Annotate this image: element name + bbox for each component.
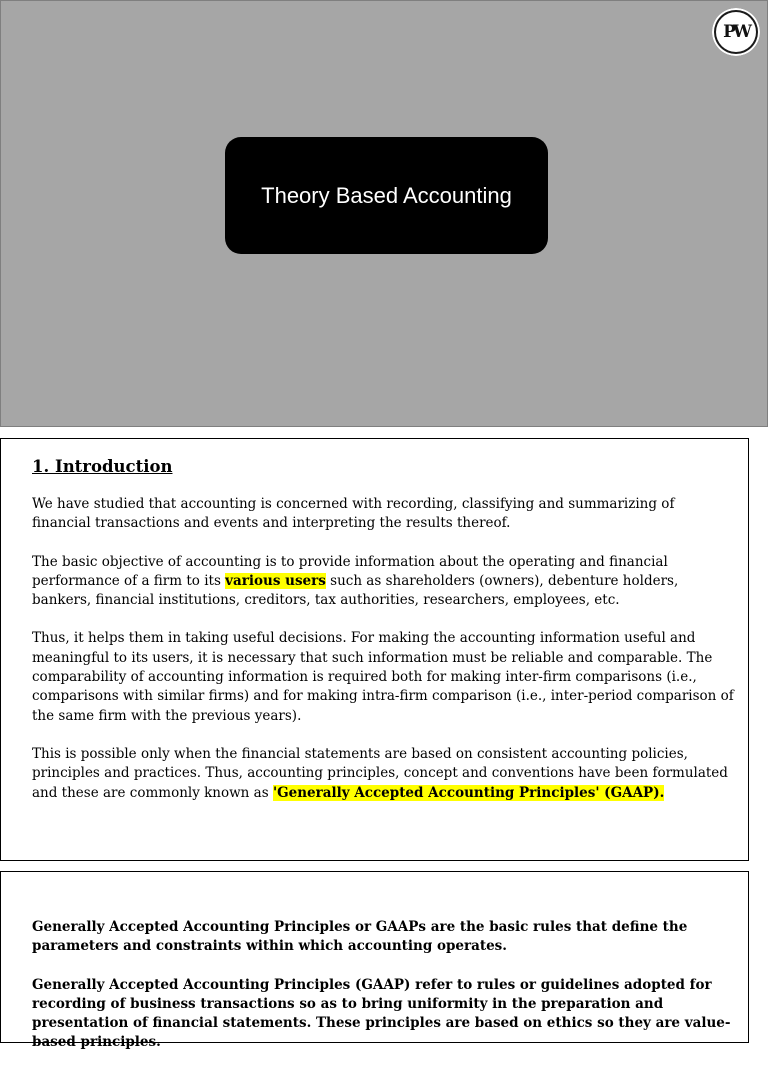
paragraph [32, 745, 736, 803]
slide-title: Theory Based Accounting [261, 182, 512, 208]
logo-text: PW [716, 12, 756, 52]
paragraph: We have studied that accounting is concerned with recording, classifying and summarizing of financial transactions and events and interpreting the results thereof. [32, 496, 675, 532]
gaap-body [32, 918, 736, 1072]
highlighted-term: 'Generally Accepted Accounting Principles' (GAAP). [272, 784, 665, 801]
paragraph: Thus, it helps them in taking useful decisions. For making the accounting information useful and meaningful to its users, it is necessary that such information must be reliable and comparable. The comparability of accounting information is required both for making inter-firm comparisons (i.e., comparisons with similar firms) and for making intra-firm comparison (i.e., inter-period comparison of the same firm with the previous years). [32, 630, 734, 724]
paragraph: Generally Accepted Accounting Principles (GAAP) refer to rules or guidelines adopted for recording of business transactions so as to bring uniformity in the preparation and presentation of financial statements. These principles are based on ethics so they are value-based principles. [32, 976, 731, 1051]
section-heading: 1. Introduction [32, 457, 173, 476]
title-box [225, 137, 548, 254]
gaap-slide [0, 871, 749, 1051]
paragraph-text: such as shareholders (owners), debenture holders, bankers, financial institutions, creditors, tax authorities, researchers, employees, etc. [32, 572, 679, 609]
pw-logo-icon [712, 8, 760, 56]
highlighted-term: various users [225, 572, 326, 589]
paragraph: Generally Accepted Accounting Principles or GAAPs are the basic rules that define the parameters and constraints within which accounting operates. [32, 919, 688, 955]
introduction-slide [0, 438, 749, 861]
title-slide [0, 0, 768, 427]
paragraph-text: The basic objective of accounting is to provide information about the operating and financial performance of a firm to its [32, 553, 668, 589]
intro-body [32, 495, 736, 822]
paragraph-text: This is possible only when the financial statements are based on consistent accounting policies, principles and practices. Thus, accounting principles, concept and conventions have been formulated and these are commonly known as [32, 745, 728, 801]
paragraph [32, 553, 736, 611]
